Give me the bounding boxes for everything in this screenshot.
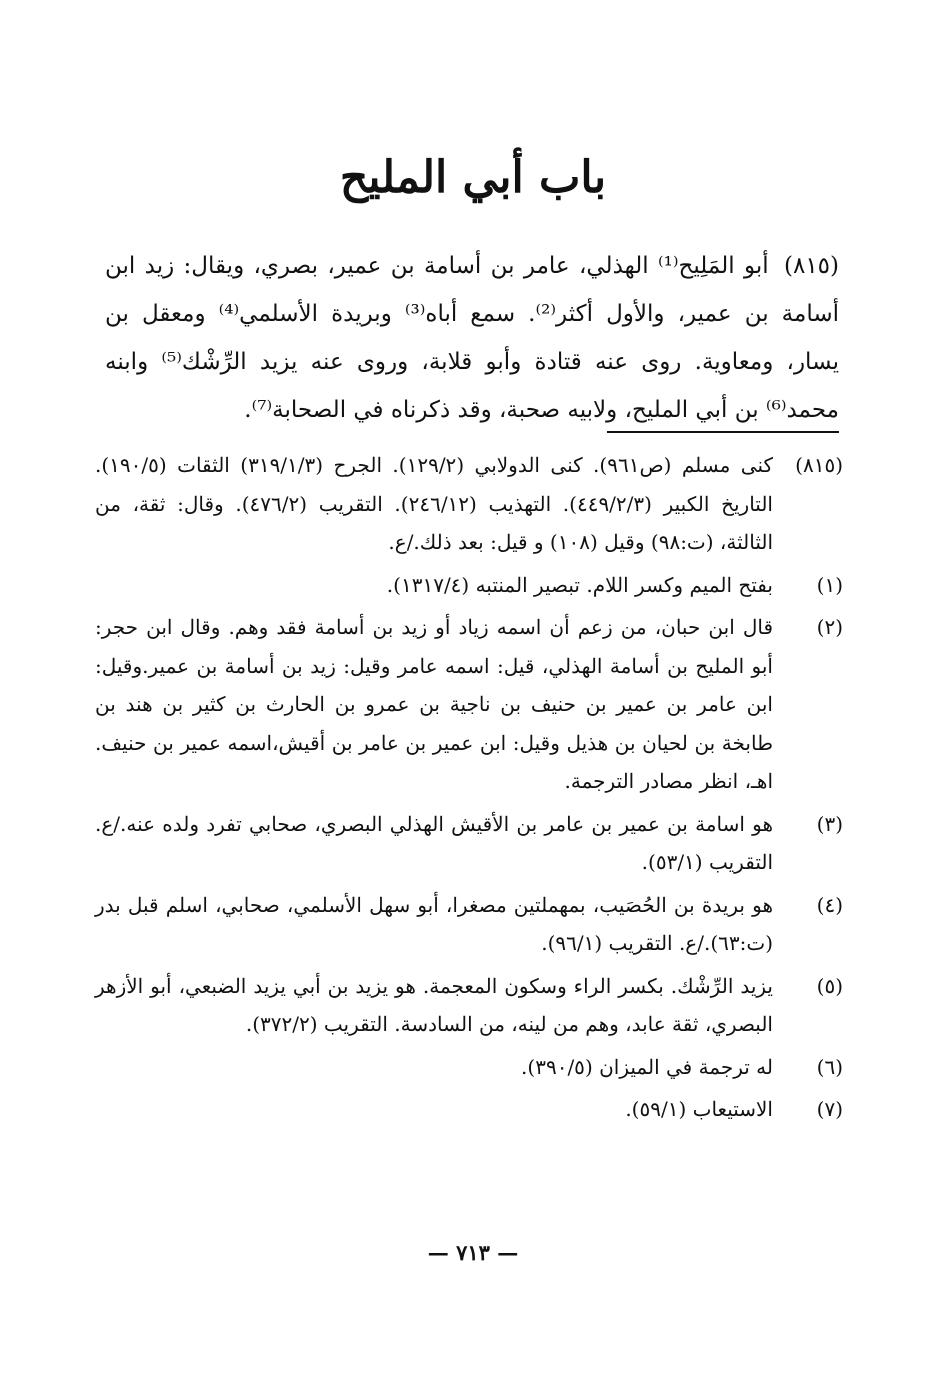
footnote-number: (٧) xyxy=(816,1097,843,1121)
footnote-number: (٤) xyxy=(816,892,843,917)
page-number: — ٧١٣ — xyxy=(427,1240,519,1265)
footnote-text: هو اسامة بن عمير بن عامر بن الأقيش الهذلي البصري، صحابي تفرد ولده عنه./ع. التقريب (٥٣/١). xyxy=(95,811,773,874)
footnote-text: هو بريدة بن الحُصَيب، بمهملتين مصغرا، أبو سهل الأسلمي، صحابي، اسلم قبل بدر (ت:٦٣)./ع. التقريب (٩٦/١). xyxy=(95,892,773,955)
main-entry xyxy=(105,242,839,434)
footnote-2 xyxy=(95,608,843,801)
footnote-number: (٨١٥) xyxy=(795,453,843,477)
footnote-text: كنى مسلم (ص٩٦١). كنى الدولابي (١٢٩/٢). الجرح (٣١٩/١/٣) الثقات (١٩٠/٥). التاريخ الكبير (٤٤٩/٢/٣). التهذيب (٢٤٦/١٢). التقريب (٤٧٦/٢). وقال: ثقة، من الثالثة، (ت:٩٨) وقيل (١٠٨) و قيل: بعد ذلك./ع. xyxy=(95,453,774,554)
footnote-1 xyxy=(95,566,843,605)
footnote-number: (٢) xyxy=(816,615,843,639)
entry-text: أبو المَلِيح⁽¹⁾ الهذلي، عامر بن أسامة بن عمير، بصري، ويقال: زيد ابن أسامة بن عمير، والأول أكثر⁽²⁾. سمع أباه⁽³⁾ وبريدة الأسلمي⁽⁴⁾ ومعقل بن يسار، ومعاوية. روى عنه قتادة وأبو قلابة، وروى عنه يزيد الرِّشْك⁽⁵⁾ وابنه محمد⁽⁶⁾ بن أبي المليح، ولابيه صحبة، وقد ذكرناه في الصحابة⁽⁷⁾. xyxy=(105,253,839,423)
footnote-6 xyxy=(95,1048,843,1087)
footnote-separator xyxy=(607,431,839,433)
footnote-text: قال ابن حبان، من زعم أن اسمه زياد أو زيد بن أسامة فقد وهم. وقال ابن حجر: أبو المليح بن أسامة الهذلي، قيل: اسمه عامر وقيل: زيد بن أسامة بن عمير.وقيل: ابن عامر بن عمير بن حنيف بن ناجية بن عمرو بن الحارث بن كثير بن هند بن طابخة بن لحيان بن هذيل وقيل: ابن عمير بن عامر بن أقيش،اسمه عمير بن حنيف. اهـ، انظر مصادر الترجمة. xyxy=(95,615,773,793)
footnote-number: (٥) xyxy=(816,973,843,998)
footnote-4 xyxy=(95,886,843,963)
footnote-text: بفتح الميم وكسر اللام. تبصير المنتبه (١٣١٧/٤). xyxy=(386,572,773,597)
footnote-815 xyxy=(95,446,843,562)
footnote-7 xyxy=(95,1090,843,1129)
footnote-text: يزيد الرِّشْك. بكسر الراء وسكون المعجمة. هو يزيد بن أبي يزيد الضبعي، أبو الأزهر البصري، ثقة عابد، وهم من لينه، من السادسة. التقريب (٣٧٢/٢). xyxy=(95,973,773,1036)
footnote-text: الاستيعاب (٥٩/١). xyxy=(625,1097,773,1121)
chapter-title: باب أبي المليح xyxy=(339,152,607,203)
entry-number: (٨١٥) xyxy=(783,253,840,279)
footnote-5 xyxy=(95,967,843,1044)
footnote-3 xyxy=(95,805,843,882)
footnotes xyxy=(95,446,843,1133)
footnote-number: (١) xyxy=(816,572,843,597)
footnote-number: (٣) xyxy=(816,811,843,836)
footnote-number: (٦) xyxy=(816,1054,843,1079)
footnote-text: له ترجمة في الميزان (٣٩٠/٥). xyxy=(521,1054,773,1079)
